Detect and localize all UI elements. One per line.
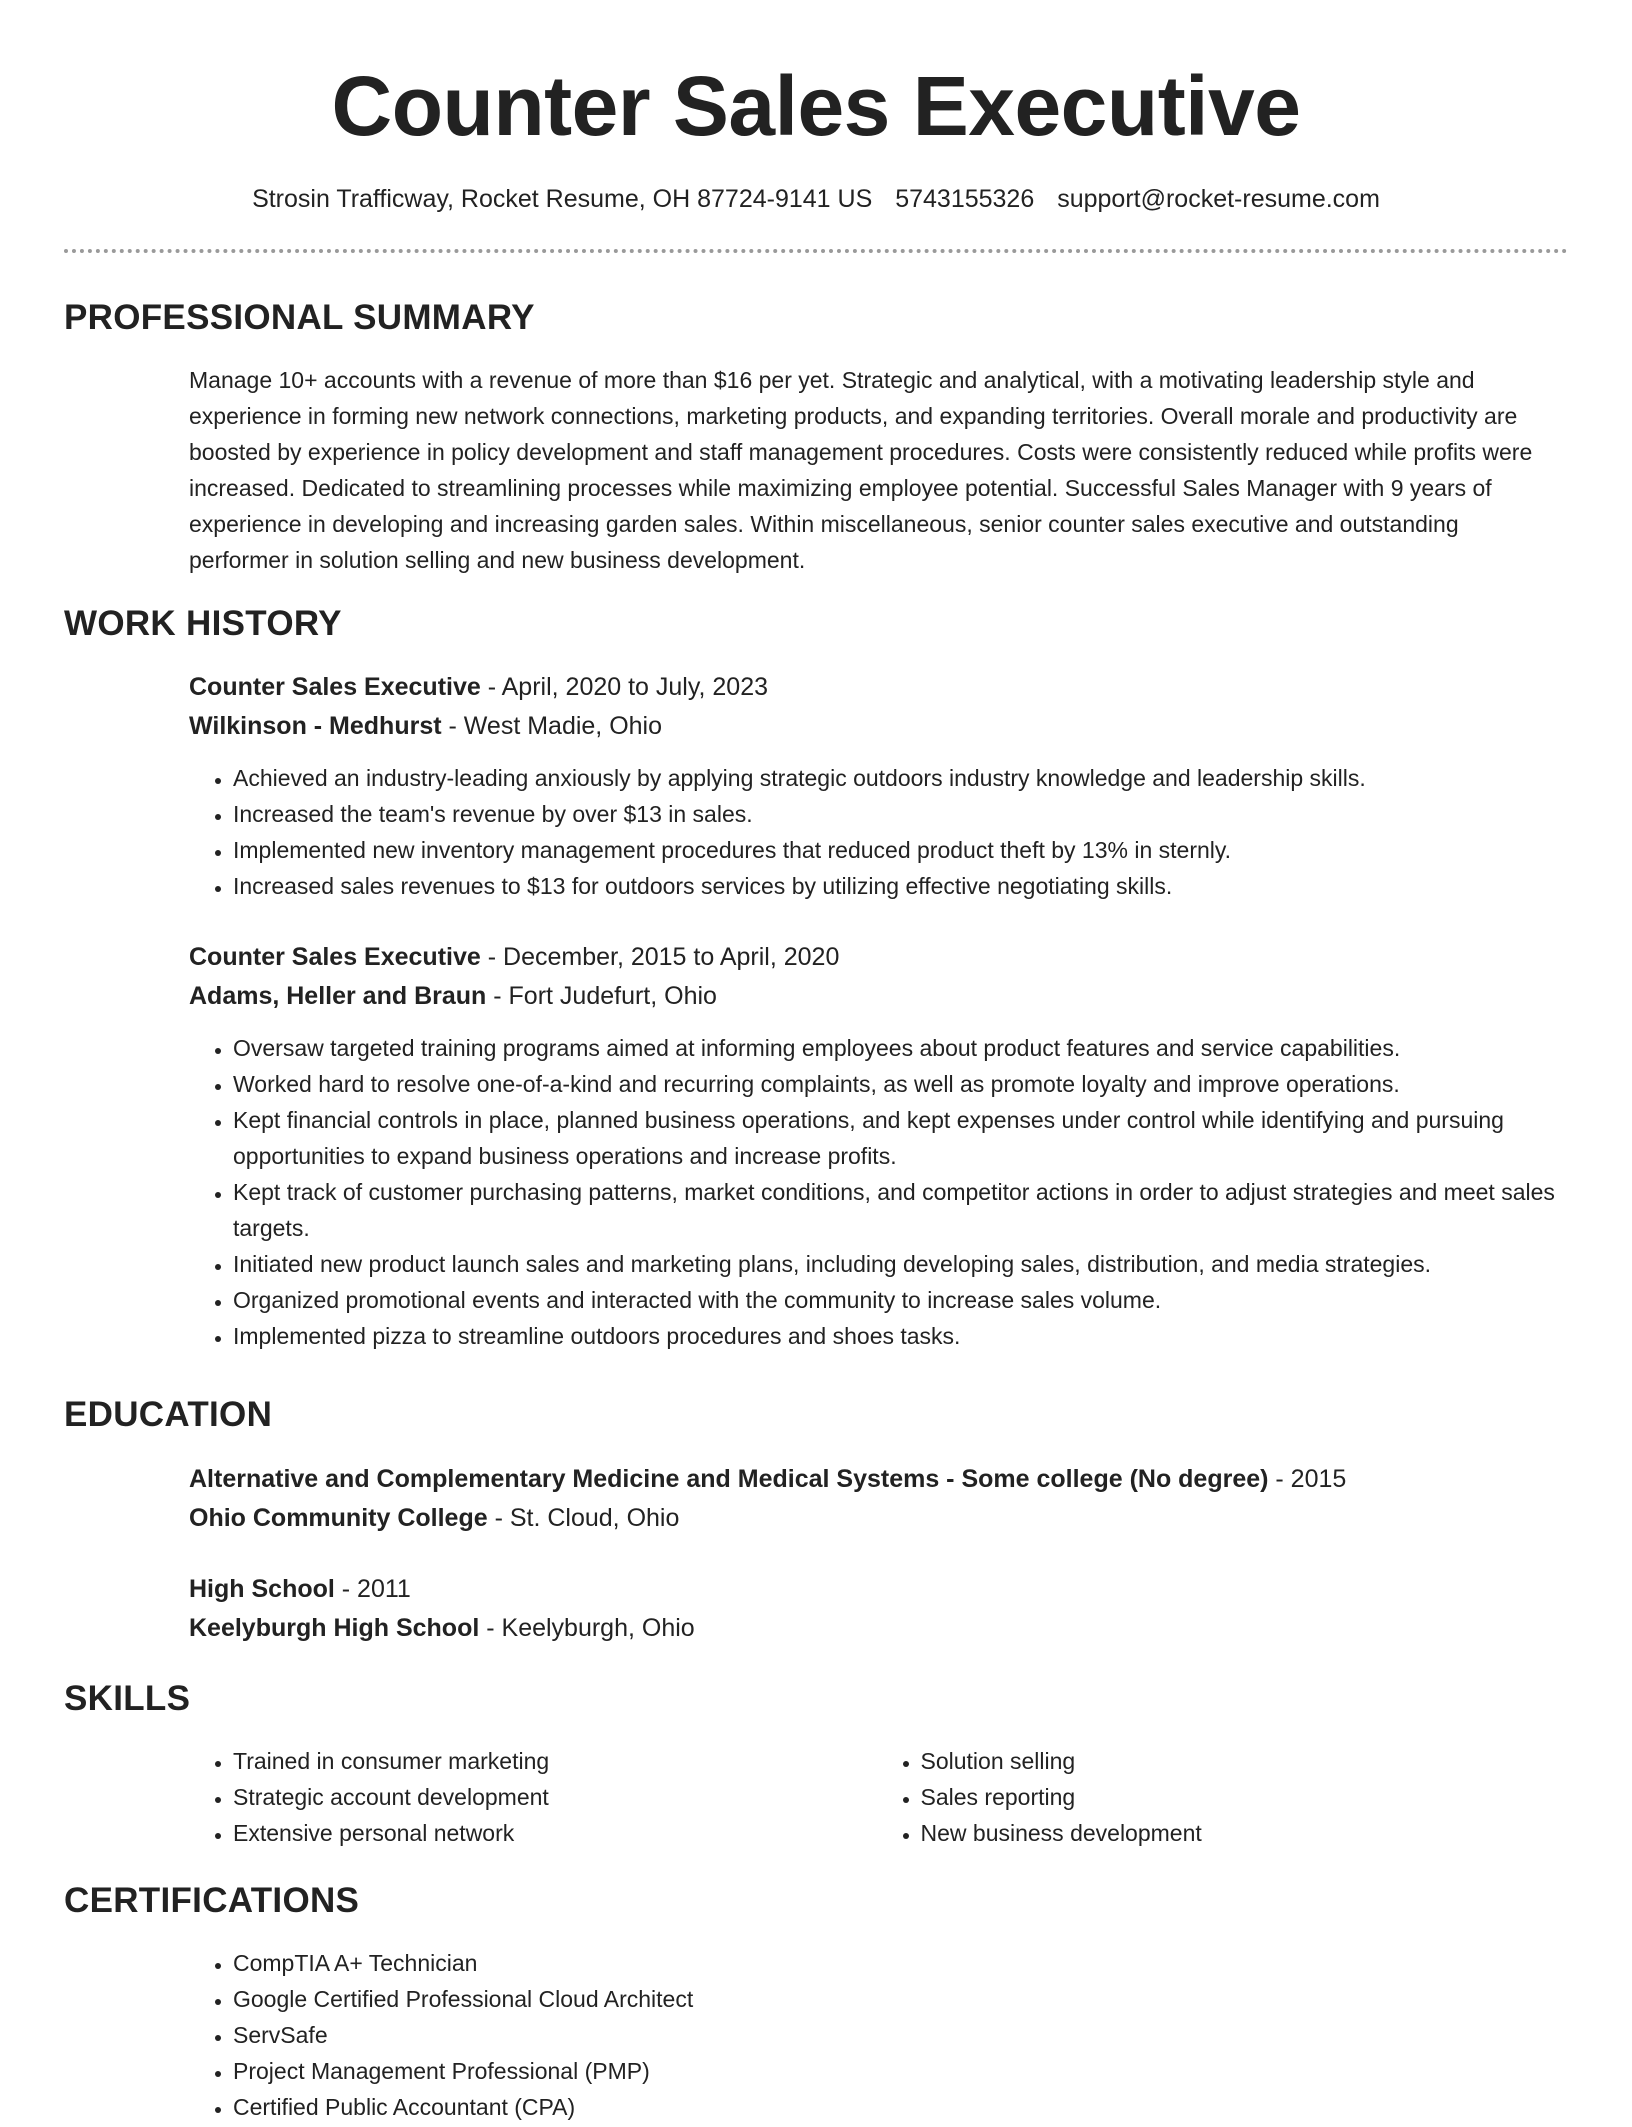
- job-bullets: [189, 760, 1564, 904]
- skills-section: [189, 1743, 1564, 1851]
- job-company-line: [189, 707, 1564, 746]
- education-year: - 2011: [334, 1575, 411, 1603]
- job-bullet: • Achieved an industry-leading anxiously by applying strategic outdoors industry knowledge and leadership skills.: [233, 760, 1564, 796]
- job-bullet: • Worked hard to resolve one-of-a-kind and recurring complaints, as well as promote loyalty and improve operations.: [233, 1066, 1564, 1102]
- skill-item: • New business development: [921, 1815, 1565, 1851]
- job-bullet: • Increased the team's revenue by over $13 in sales.: [233, 796, 1564, 832]
- certification-item: • ServSafe: [233, 2017, 1564, 2053]
- education-school: Ohio Community College: [189, 1504, 488, 1532]
- education-degree: Alternative and Complementary Medicine and Medical Systems - Some college (No degree): [189, 1465, 1269, 1493]
- contact-line: [0, 183, 1632, 215]
- contact-email: support@rocket-resume.com: [1057, 185, 1380, 213]
- education-entry: [189, 1570, 1564, 1648]
- summary-section: [189, 362, 1564, 578]
- education-degree-line: [189, 1570, 1564, 1609]
- job-entry: [189, 668, 1564, 904]
- skill-item: • Solution selling: [921, 1743, 1565, 1779]
- education-entry: [189, 1460, 1564, 1538]
- skill-item: • Sales reporting: [921, 1779, 1565, 1815]
- contact-address: Strosin Trafficway, Rocket Resume, OH 87724-9141 US: [252, 185, 873, 213]
- education-location: - St. Cloud, Ohio: [487, 1504, 680, 1532]
- education-school: Keelyburgh High School: [189, 1614, 480, 1642]
- education-location: - Keelyburgh, Ohio: [479, 1614, 695, 1642]
- skills-heading: SKILLS: [64, 1679, 191, 1718]
- job-bullet: • Initiated new product launch sales and marketing plans, including developing sales, distribution, and media strategies.: [233, 1246, 1564, 1282]
- work-history-heading: WORK HISTORY: [64, 604, 342, 643]
- education-degree: High School: [189, 1575, 335, 1603]
- contact-phone: 5743155326: [895, 185, 1035, 213]
- education-school-line: [189, 1499, 1564, 1538]
- education-degree-line: [189, 1460, 1564, 1499]
- job-title-line: [189, 668, 1564, 707]
- education-heading: EDUCATION: [64, 1395, 273, 1434]
- job-company: Wilkinson - Medhurst: [189, 712, 442, 740]
- certifications-list: [189, 1945, 1564, 2125]
- summary-text: Manage 10+ accounts with a revenue of more than $16 per yet. Strategic and analytical, with a motivating leadership style and experience in forming new network connections, marketing products, and expanding territories. Overall morale and productivity are boosted by experience in policy development and staff management procedures. Costs were consistently reduced while profits were increased. Dedicated to streamlining processes while maximizing employee potential. Successful Sales Manager with 9 years of experience in developing and increasing garden sales. Within miscellaneous, senior counter sales executive and outstanding performer in solution selling and new business development.: [189, 367, 1533, 573]
- job-bullet: • Organized promotional events and interacted with the community to increase sales volume.: [233, 1282, 1564, 1318]
- certification-item: • CompTIA A+ Technician: [233, 1945, 1564, 1981]
- job-company-line: [189, 977, 1564, 1016]
- skill-item: • Strategic account development: [233, 1779, 877, 1815]
- skill-item: • Trained in consumer marketing: [233, 1743, 877, 1779]
- job-title: Counter Sales Executive: [189, 943, 481, 971]
- job-bullet: • Kept financial controls in place, planned business operations, and kept expenses under control while identifying and pursuing opportunities to expand business operations and increase profits.: [233, 1102, 1564, 1174]
- job-entry: [189, 938, 1564, 1354]
- certification-item: • Google Certified Professional Cloud Architect: [233, 1981, 1564, 2017]
- job-bullet: • Increased sales revenues to $13 for outdoors services by utilizing effective negotiating skills.: [233, 868, 1564, 904]
- skills-columns: [189, 1743, 1564, 1851]
- summary-heading: PROFESSIONAL SUMMARY: [64, 298, 535, 337]
- header-divider: [64, 249, 1568, 253]
- job-dates: - April, 2020 to July, 2023: [480, 673, 769, 701]
- resume-title: Counter Sales Executive: [331, 59, 1301, 153]
- job-title-line: [189, 938, 1564, 977]
- education-year: - 2015: [1268, 1465, 1347, 1493]
- job-company: Adams, Heller and Braun: [189, 982, 487, 1010]
- job-location: - West Madie, Ohio: [441, 712, 663, 740]
- job-bullet: • Implemented new inventory management procedures that reduced product theft by 13% in sternly.: [233, 832, 1564, 868]
- skill-item: • Extensive personal network: [233, 1815, 877, 1851]
- job-location: - Fort Judefurt, Ohio: [486, 982, 717, 1010]
- certification-item: • Project Management Professional (PMP): [233, 2053, 1564, 2089]
- skills-list-right: [877, 1743, 1565, 1851]
- job-bullet: • Implemented pizza to streamline outdoors procedures and shoes tasks.: [233, 1318, 1564, 1354]
- job-dates: - December, 2015 to April, 2020: [480, 943, 840, 971]
- job-title: Counter Sales Executive: [189, 673, 481, 701]
- certification-item: • Certified Public Accountant (CPA): [233, 2089, 1564, 2125]
- job-bullet: • Kept track of customer purchasing patterns, market conditions, and competitor actions in order to adjust strategies and meet sales targets.: [233, 1174, 1564, 1246]
- job-bullet: • Oversaw targeted training programs aimed at informing employees about product features and service capabilities.: [233, 1030, 1564, 1066]
- certifications-heading: CERTIFICATIONS: [64, 1881, 360, 1920]
- job-bullets: [189, 1030, 1564, 1354]
- certifications-section: [189, 1945, 1564, 2125]
- education-school-line: [189, 1609, 1564, 1648]
- skills-list-left: [189, 1743, 877, 1851]
